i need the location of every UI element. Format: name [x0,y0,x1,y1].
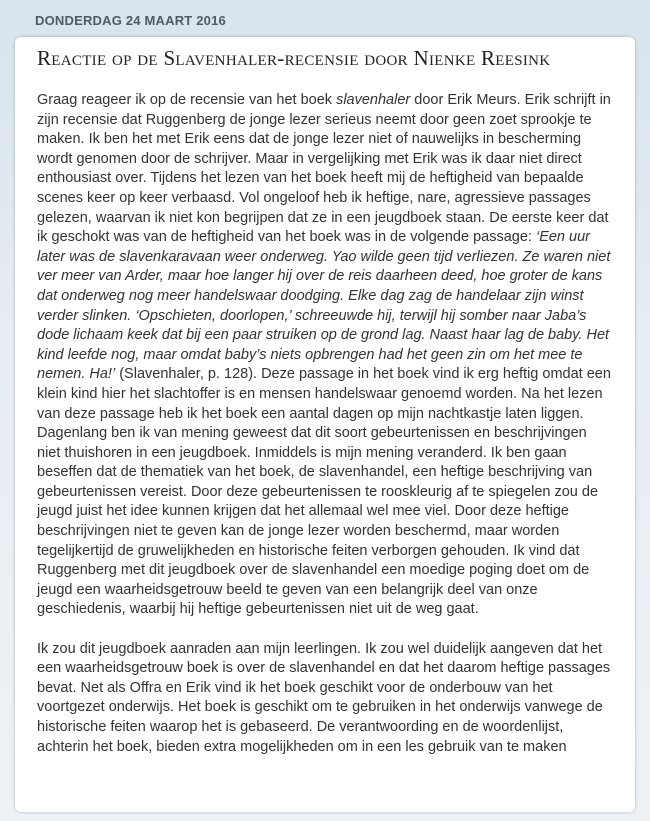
book-title-italic: slavenhaler [336,92,411,108]
blog-post [15,37,635,812]
book-quote-italic: ‘Een uur later was de slavenkaravaan weer onderweg. Yao wilde geen tijd verliezen. Ze waren niet ver meer van Arder, maar hoe langer hij over de reis daarheen deed, hoe groter de kans dat onderweg nog meer handelswaar doodging. Elke dag zag de handelaar zijn winst verder slinken. ‘Opschieten, doorlopen,’ schreeuwde hij, terwijl hij somber naar Jaba’s dode lichaam keek dat bij een paar struiken op de grond lag. Naast haar lag de baby. Het kind leefde nog, maar omdat baby’s niets opbrengen had het geen zin om het mee te nemen. Ha!’ [37,229,611,383]
post-date-header: DONDERDAG 24 MAART 2016 [35,13,226,28]
paragraph-intro-text: Graag reageer ik op de recensie van het boek [37,92,337,108]
post-body [37,91,613,757]
paragraph-text-b: (Slavenhaler, p. 128). Deze passage in het boek vind ik erg heftig omdat een klein kind hier het slachtoffer is en mensen handelswaar genoemd worden. Na het lezen van deze passage heb ik het boek een aantal dagen op mijn nachtkastje laten liggen. Dagenlang ben ik van mening geweest dat dit soort gebeurtenissen en beschrijvingen niet thuishoren in een jeugdboek. Inmiddels is mijn mening veranderd. Ik ben gaan beseffen dat de thematiek van het boek, de slavenhandel, een heftige beschrijving van gebeurtenissen vereist. Door deze gebeurtenissen te rooskleurig af te spiegelen zou de jeugd juist het idee kunnen krijgen dat het allemaal wel mee viel. Door deze heftige beschrijvingen niet te geven kan de jonge lezer worden beschermd, maar worden tegelijkertijd de gruwelijkheden en historische feiten verborgen gehouden. Ik vind dat Ruggenberg met dit jeugdboek over de slavenhandel een moedige poging doet om de jeugd een waarheidsgetrouw beeld te geven van een belangrijk deel van onze geschiedenis, waarbij hij heftige gebeurtenissen niet uit de weg gaat. [37,366,611,618]
post-title[interactable]: Reactie op de Slavenhaler-recensie door Nienke Reesink [37,46,551,70]
paragraph-text-a: door Erik Meurs. Erik schrijft in zijn recensie dat Ruggenberg de jonge lezer serieus neemt door geen zoet sprookje te maken. Ik ben het met Erik eens dat de jonge lezer niet of nauwelijks in bescherming wordt genomen door de schrijver. Maar in vergelijking met Erik was ik daar niet direct enthousiast over. Tijdens het lezen van het boek heeft mij de heftigheid van bepaalde scenes keer op keer verbaasd. Vol ongeloof heb ik heftige, nare, agressieve passages gelezen, waarvan ik niet kon begrijpen dat ze in een jeugdboek staan. De eerste keer dat ik geschokt was van de heftigheid van het boek was in de volgende passage: [37,92,611,246]
post-paragraph-2: Ik zou dit jeugdboek aanraden aan mijn leerlingen. Ik zou wel duidelijk aangeven dat het een waarheidsgetrouw boek is over de slavenhandel en dat het daarom heftige passages bevat. Net als Offra en Erik vind ik het boek geschikt voor de onderbouw van het voortgezet onderwijs. Het boek is geschikt om te gebruiken in het onderwijs vanwege de historische feiten waarop het is gebaseerd. De verantwoording en de woordenlijst, achterin het boek, bieden extra mogelijkheden om in een les gebruik van te maken [37,640,611,755]
post-paragraph-1 [37,91,613,620]
